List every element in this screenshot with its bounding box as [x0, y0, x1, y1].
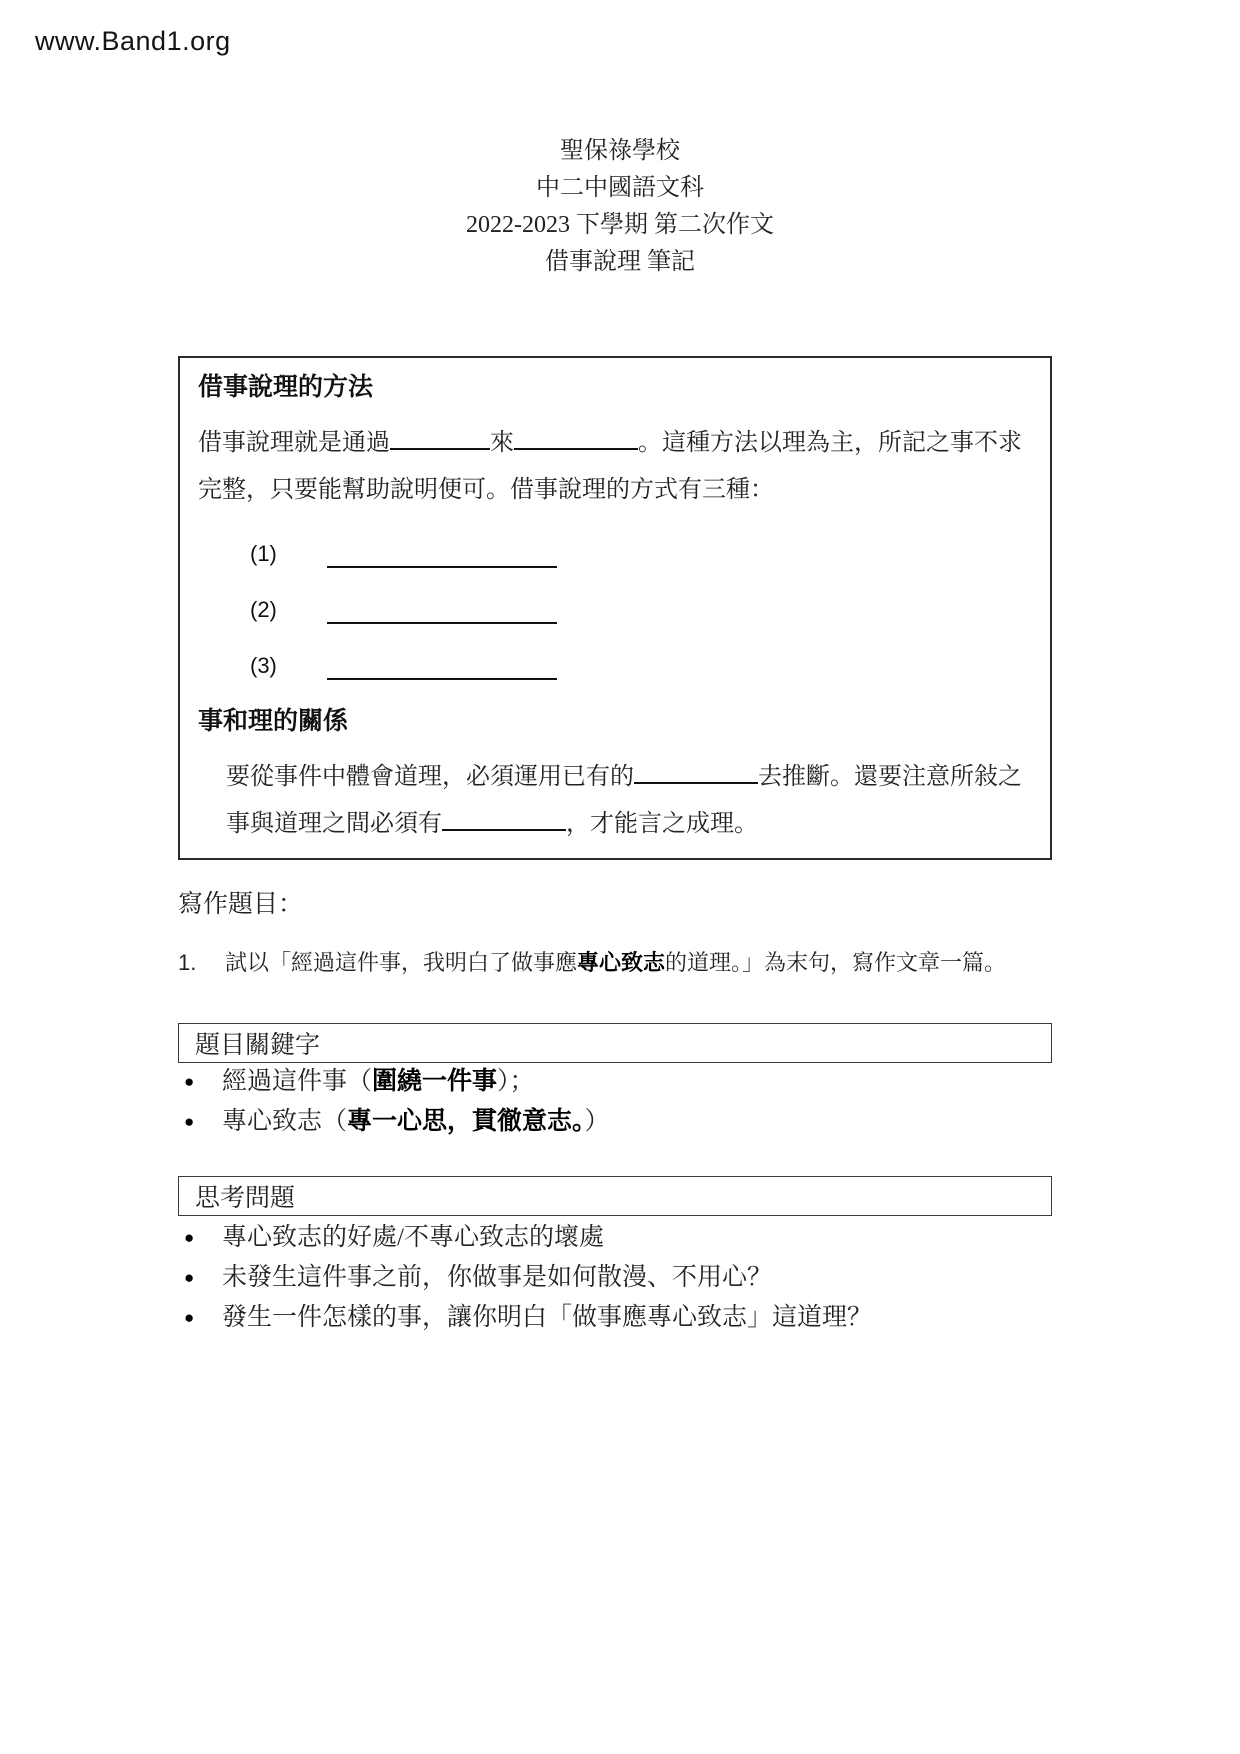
- keywords-box-header: [178, 1023, 1052, 1063]
- list-item: [250, 538, 1030, 568]
- text-segment: 來: [490, 430, 514, 456]
- item-number: (3): [250, 653, 277, 678]
- text-segment: ，才能言之成理。: [566, 811, 758, 837]
- bullet-icon: ●: [184, 1228, 195, 1247]
- item-number: (2): [250, 597, 277, 622]
- relation-paragraph: [226, 754, 1030, 848]
- blank-line: [514, 426, 638, 450]
- text-segment: 借事說理就是通過: [198, 430, 390, 456]
- writing-prompt: [178, 946, 1078, 980]
- blank-line: [634, 760, 758, 784]
- bullet-icon: ●: [184, 1308, 195, 1327]
- questions-box-header: [178, 1176, 1052, 1216]
- watermark: www.Band1.org: [35, 26, 231, 56]
- list-item: [178, 1062, 1078, 1102]
- method-blank-list: [250, 538, 1030, 680]
- bullet-icon: ●: [184, 1268, 195, 1287]
- text-segment: 試以「經過這件事，我明白了做事應: [225, 950, 578, 975]
- list-item: [250, 594, 1030, 624]
- text-segment: 經過這件事（: [222, 1068, 373, 1095]
- bullet-text: 未發生這件事之前，你做事是如何散漫、不用心？: [222, 1264, 773, 1291]
- list-item: [178, 1102, 1078, 1142]
- bullet-text: [222, 1062, 535, 1102]
- blank-line: [327, 652, 557, 680]
- bold-keyword: 專一心思，貫徹意志。: [347, 1108, 585, 1135]
- section-title-relation: 事和理的關係: [198, 708, 349, 735]
- blank-line: [327, 540, 557, 568]
- text-segment: ）；: [497, 1068, 535, 1095]
- bullet-icon: ●: [184, 1072, 195, 1091]
- text-segment: 。這種方法以理為主，所記之事不求完整，只要能幫助說明便可。借事說理的方式有三種：: [198, 430, 1022, 503]
- item-number: (1): [250, 541, 277, 566]
- text-segment: ）: [584, 1108, 610, 1135]
- bullet-icon: ●: [184, 1112, 195, 1131]
- list-item: [178, 1298, 1078, 1338]
- keywords-bullet-list: [178, 1062, 1078, 1142]
- blank-line: [327, 596, 557, 624]
- text-segment: 要從事件中體會道理，必須運用已有的: [226, 764, 634, 790]
- bold-keyword: 圍繞一件事: [372, 1068, 498, 1095]
- prompt-bold-keyword: 專心致志: [577, 950, 666, 975]
- notes-box: [178, 356, 1052, 860]
- keywords-title: 題目關鍵字: [195, 1032, 321, 1059]
- subject-line: 中二中國語文科: [536, 175, 704, 201]
- text-segment: 去推斷。還要注意所敍之事與道理之間必須有: [226, 764, 1022, 837]
- questions-title: 思考問題: [195, 1185, 296, 1212]
- text-segment: 的道理。」為末句，寫作文章一篇。: [665, 950, 1007, 975]
- term-line: 2022-2023 下學期 第二次作文: [466, 212, 774, 238]
- doc-title: 借事說理 筆記: [545, 249, 695, 275]
- questions-bullet-list: [178, 1218, 1078, 1338]
- list-item: [250, 650, 1030, 680]
- bullet-text: 發生一件怎樣的事，讓你明白「做事應專心致志」這道理？: [222, 1304, 873, 1331]
- blank-line: [442, 807, 566, 831]
- document-header: [0, 133, 1240, 281]
- list-item: [178, 1218, 1078, 1258]
- text-segment: 專心致志（: [222, 1108, 348, 1135]
- writing-topics-label: 寫作題目：: [178, 891, 304, 918]
- bullet-text: 專心致志的好處/不專心致志的壞處: [222, 1224, 604, 1251]
- prompt-text: [225, 946, 1006, 980]
- blank-line: [390, 426, 490, 450]
- bullet-text: [222, 1102, 610, 1142]
- method-paragraph: [198, 420, 1030, 514]
- section-title-method: 借事說理的方法: [198, 374, 374, 401]
- prompt-number: 1.: [178, 950, 197, 975]
- list-item: [178, 1258, 1078, 1298]
- school-name: 聖保祿學校: [560, 138, 680, 164]
